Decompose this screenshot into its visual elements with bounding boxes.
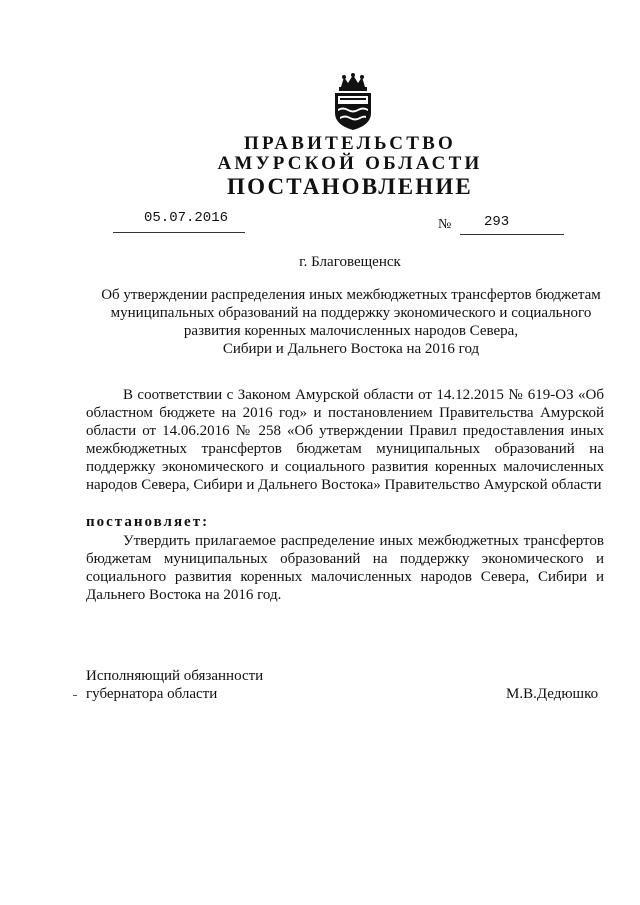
coat-of-arms-icon xyxy=(331,73,375,131)
margin-mark xyxy=(73,695,77,696)
signatory-name: М.В.Дедюшко xyxy=(506,686,599,702)
resolves-keyword: постановляет: xyxy=(86,514,210,530)
document-type-title: ПОСТАНОВЛЕНИЕ xyxy=(227,174,473,199)
government-name-line1: ПРАВИТЕЛЬСТВО xyxy=(244,133,456,154)
signatory-title-line1: Исполняющий обязанности xyxy=(86,668,264,684)
number-underline xyxy=(460,234,564,235)
subject-line: муниципальных образований на поддержку экономического и социального xyxy=(110,305,592,321)
subject-line: Об утверждении распределения иных межбюджетных трансфертов бюджетам xyxy=(101,287,601,303)
preamble-paragraph: В соответствии с Законом Амурской области от 14.12.2015 № 619-ОЗ «Об областном бюджете на 2016 год» и постановлением Правительства Амурской области от 14.06.2016 № 258 «Об утверждении Правил предоставления иных межбюджетных трансфертов бюджетам муниципальных образований на поддержку экономического и социального развития коренных малочисленных народов Севера, Сибири и Дальнего Востока» Правительство Амурской области xyxy=(86,387,604,493)
date-underline xyxy=(113,232,245,233)
document-number: 293 xyxy=(484,214,510,230)
document-subject xyxy=(76,286,626,358)
subject-line: Сибири и Дальнего Востока на 2016 год xyxy=(222,341,480,357)
government-name-line2: АМУРСКОЙ ОБЛАСТИ xyxy=(217,153,483,174)
signatory-title-line2: губернатора области xyxy=(86,686,218,702)
city-name: г. Благовещенск xyxy=(299,254,401,270)
document-date: 05.07.2016 xyxy=(144,210,229,226)
decision-paragraph: Утвердить прилагаемое распределение иных межбюджетных трансфертов бюджетам муниципальных образований на поддержку экономического и социального развития коренных малочисленных народов Севера, Сибири и Дальнего Востока на 2016 год. xyxy=(86,533,604,603)
number-sign: № xyxy=(438,217,452,232)
subject-line: развития коренных малочисленных народов Севера, xyxy=(183,323,519,339)
